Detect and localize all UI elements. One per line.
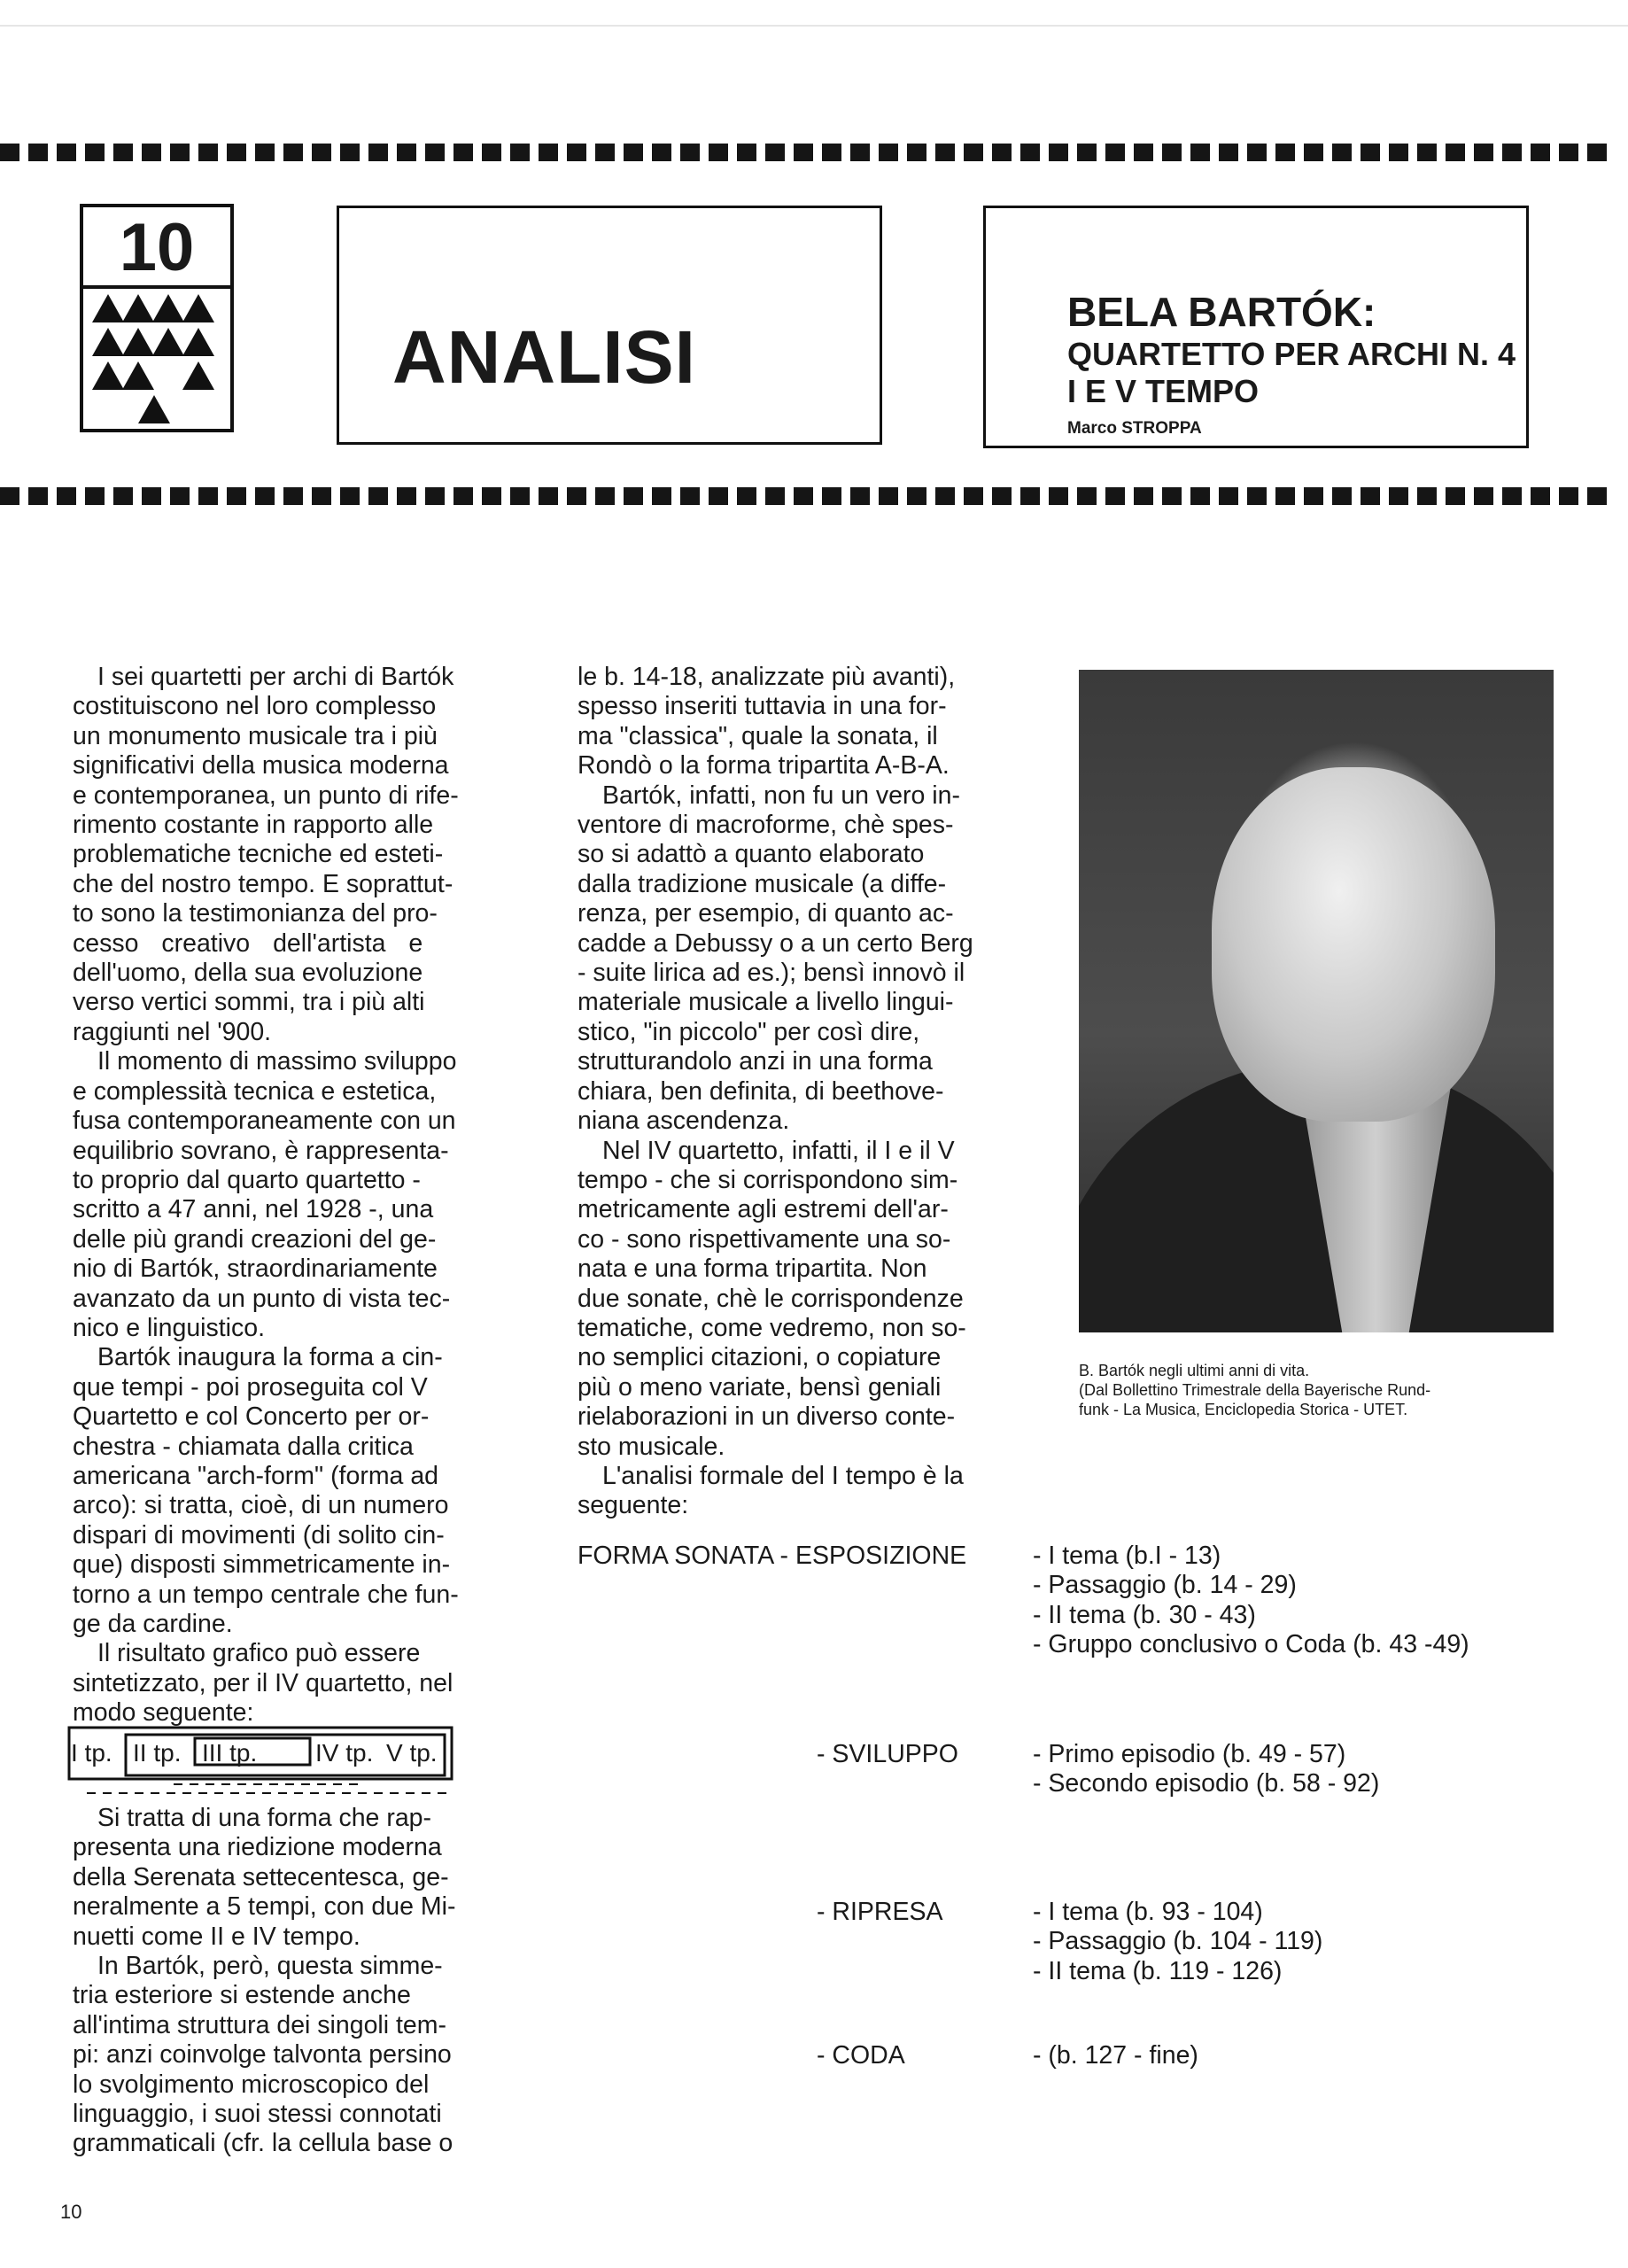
text-line: sto musicale.	[578, 1432, 725, 1461]
outline-item: - Passaggio (b. 104 - 119)	[1033, 1927, 1323, 1956]
body-column-1	[73, 663, 530, 1728]
text-line: raggiunti nel '900.	[73, 1017, 272, 1046]
text-line: le b. 14-18, analizzate più avanti),	[578, 663, 956, 691]
section-box	[337, 206, 882, 445]
decorative-stripe-top	[0, 144, 1612, 161]
text-line: - suite lirica ad es.); bensì innovò il	[578, 959, 965, 988]
outline-item: - Primo episodio (b. 49 - 57)	[1033, 1740, 1346, 1768]
text-line: sintetizzato, per il IV quartetto, nel	[73, 1668, 454, 1697]
diagram-label-2: II tp.	[133, 1739, 182, 1767]
diagram-label-3: III tp.	[202, 1739, 258, 1767]
text-line: In Bartók, però, questa simme-	[97, 1952, 443, 1981]
text-line: metricamente agli estremi dell'ar-	[578, 1195, 949, 1224]
text-line: materiale musicale a livello lingui-	[578, 988, 954, 1017]
body-column-2	[578, 663, 1051, 1521]
text-line: avanzato da un punto di vista tec-	[73, 1284, 451, 1313]
article-info-box	[983, 206, 1529, 448]
text-line: lo svolgimento microscopico del	[73, 2070, 430, 2099]
text-line: un monumento musicale tra i più	[73, 721, 438, 750]
text-line: dalla tradizione musicale (a diffe-	[578, 869, 947, 898]
text-line: nio di Bartók, straordinariamente	[73, 1254, 438, 1284]
text-line: scritto a 47 anni, nel 1928 -, una	[73, 1195, 434, 1224]
article-author: Marco STROPPA	[1067, 419, 1202, 438]
outline-sviluppo-items	[1033, 1740, 1379, 1799]
outline-ripresa-label: - RIPRESA	[817, 1898, 943, 1926]
chapter-badge	[80, 204, 234, 432]
outline-item: - I tema (b.I - 13)	[1033, 1542, 1221, 1570]
text-line: pi: anzi coinvolge talvonta persino	[73, 2040, 452, 2070]
text-line: que) disposti simmetricamente in-	[73, 1550, 451, 1580]
text-line: Si tratta di una forma che rap-	[97, 1804, 432, 1832]
text-line: so si adattò a quanto elaborato	[578, 840, 925, 869]
text-line: co - sono rispettivamente una so-	[578, 1224, 951, 1254]
text-line: to sono la testimonianza del pro-	[73, 899, 438, 928]
caption-line: funk - La Musica, Enciclopedia Storica - UTET.	[1079, 1401, 1408, 1418]
text-line: Rondò o la forma tripartita A-B-A.	[578, 751, 950, 781]
text-line: equilibrio sovrano, è rappresenta-	[73, 1136, 449, 1165]
outline-item: - Passaggio (b. 14 - 29)	[1033, 1571, 1297, 1600]
arch-form-diagram	[67, 1726, 454, 1798]
text-line: tempo - che si corrispondono sim-	[578, 1165, 958, 1194]
text-line: all'intima struttura dei singoli tem-	[73, 2010, 447, 2039]
text-line: costituiscono nel loro complesso	[73, 692, 437, 721]
caption-line: B. Bartók negli ultimi anni di vita.	[1079, 1362, 1310, 1379]
outline-item: - II tema (b. 30 - 43)	[1033, 1600, 1256, 1629]
text-line: dispari di movimenti (di solito cin-	[73, 1520, 445, 1550]
outline-sviluppo-label: - SVILUPPO	[817, 1740, 958, 1768]
text-line: Il momento di massimo sviluppo	[97, 1047, 457, 1076]
outline-ripresa-items	[1033, 1898, 1322, 1986]
chapter-number: 10	[83, 207, 230, 289]
text-line: I sei quartetti per archi di Bartók	[97, 663, 454, 691]
text-line: presenta una riedizione moderna	[73, 1833, 442, 1862]
text-line: americana "arch-form" (forma ad	[73, 1461, 439, 1490]
text-line: nata e una forma tripartita. Non	[578, 1254, 927, 1284]
outline-esposizione-items	[1033, 1542, 1469, 1660]
page-number: 10	[60, 2201, 82, 2223]
text-line: ma "classica", quale la sonata, il	[578, 721, 938, 750]
text-line: dell'uomo, della sua evoluzione	[73, 959, 423, 988]
decorative-stripe-bottom	[0, 487, 1612, 505]
body-column-1-continued	[73, 1804, 530, 2159]
outline-item: - II tema (b. 119 - 126)	[1033, 1956, 1283, 1985]
photo-caption	[1079, 1361, 1557, 1419]
outline-item: - I tema (b. 93 - 104)	[1033, 1898, 1263, 1926]
text-line: della Serenata settecentesca, ge-	[73, 1862, 449, 1891]
outline-esposizione-label: FORMA SONATA - ESPOSIZIONE	[578, 1542, 967, 1570]
text-line: rielaborazioni in un diverso conte-	[578, 1402, 956, 1432]
text-line: ventore di macroforme, chè spes-	[578, 811, 954, 840]
text-line: tria esteriore si estende anche	[73, 1981, 411, 2010]
text-line: ge da cardine.	[73, 1610, 233, 1638]
text-line: torno a un tempo centrale che fun-	[73, 1580, 459, 1609]
text-line: stico, "in piccolo" per così dire,	[578, 1017, 920, 1046]
outline-item: - (b. 127 - fine)	[1033, 2041, 1198, 2070]
text-line: seguente:	[578, 1491, 689, 1520]
text-line: to proprio dal quarto quartetto -	[73, 1165, 421, 1194]
text-line: arco): si tratta, cioè, di un numero	[73, 1491, 449, 1520]
text-line: due sonate, chè le corrispondenze	[578, 1284, 964, 1313]
text-line: spesso inseriti tuttavia in una for-	[578, 692, 947, 721]
text-line: fusa contemporaneamente con un	[73, 1107, 456, 1136]
text-line: neralmente a 5 tempi, con due Mi-	[73, 1892, 456, 1922]
text-line: verso vertici sommi, tra i più alti	[73, 988, 425, 1017]
text-line: Bartók inaugura la forma a cin-	[97, 1343, 443, 1372]
text-line: che del nostro tempo. E soprattut-	[73, 869, 454, 898]
article-subtitle-2: I E V TEMPO	[1067, 373, 1260, 409]
text-line: e contemporanea, un punto di rife-	[73, 781, 459, 810]
article-title: BELA BARTÓK:	[1067, 289, 1376, 335]
text-line: cadde a Debussy o a un certo Berg	[578, 928, 973, 958]
text-line: Nel IV quartetto, infatti, il I e il V	[602, 1136, 955, 1165]
outline-coda-items	[1033, 2041, 1198, 2070]
text-line: Il risultato grafico può essere	[97, 1639, 421, 1668]
text-line: nico e linguistico.	[73, 1313, 266, 1342]
text-line: niana ascendenza.	[578, 1107, 790, 1136]
text-line: que tempi - poi proseguita col V	[73, 1372, 428, 1402]
caption-line: (Dal Bollettino Trimestrale della Bayerische Rund-	[1079, 1381, 1431, 1399]
diagram-label-1: I tp.	[71, 1739, 112, 1767]
text-line: chiara, ben definita, di beethove-	[578, 1076, 944, 1106]
text-line: più o meno variate, bensì geniali	[578, 1372, 942, 1402]
text-line: modo seguente:	[73, 1698, 254, 1728]
text-line: renza, per esempio, di quanto ac-	[578, 899, 954, 928]
text-line: e complessità tecnica e estetica,	[73, 1076, 437, 1106]
text-line: tematiche, come vedremo, non so-	[578, 1313, 966, 1342]
text-line: delle più grandi creazioni del ge-	[73, 1224, 437, 1254]
text-line: linguaggio, i suoi stessi connotati	[73, 2100, 442, 2129]
diagram-label-5: V tp.	[386, 1739, 438, 1767]
outline-coda-label: - CODA	[817, 2041, 905, 2070]
text-line: Quartetto e col Concerto per or-	[73, 1402, 430, 1432]
text-line: L'analisi formale del I tempo è la	[602, 1461, 964, 1490]
text-line: problematiche tecniche ed esteti-	[73, 840, 444, 869]
text-line: Bartók, infatti, non fu un vero in-	[602, 781, 960, 810]
text-line: strutturandolo anzi in una forma	[578, 1047, 933, 1076]
section-label: ANALISI	[392, 315, 696, 399]
outline-item: - Secondo episodio (b. 58 - 92)	[1033, 1769, 1380, 1798]
outline-item: - Gruppo conclusivo o Coda (b. 43 -49)	[1033, 1630, 1469, 1659]
text-line: chestra - chiamata dalla critica	[73, 1432, 414, 1461]
portrait-photo	[1079, 670, 1554, 1332]
text-line: grammaticali (cfr. la cellula base o	[73, 2129, 454, 2158]
triangles-icon	[83, 289, 230, 429]
page-edge-line	[0, 25, 1628, 27]
text-line: nuetti come II e IV tempo.	[73, 1922, 360, 1951]
article-subtitle: QUARTETTO PER ARCHI N. 4	[1067, 336, 1516, 372]
text-line: cesso creativo dell'artista e	[73, 928, 423, 958]
text-line: no semplici citazioni, o copiature	[578, 1343, 942, 1372]
text-line: rimento costante in rapporto alle	[73, 811, 434, 840]
photo-face	[1212, 767, 1495, 1122]
text-line: significativi della musica moderna	[73, 751, 449, 781]
diagram-label-4: IV tp.	[315, 1739, 374, 1767]
